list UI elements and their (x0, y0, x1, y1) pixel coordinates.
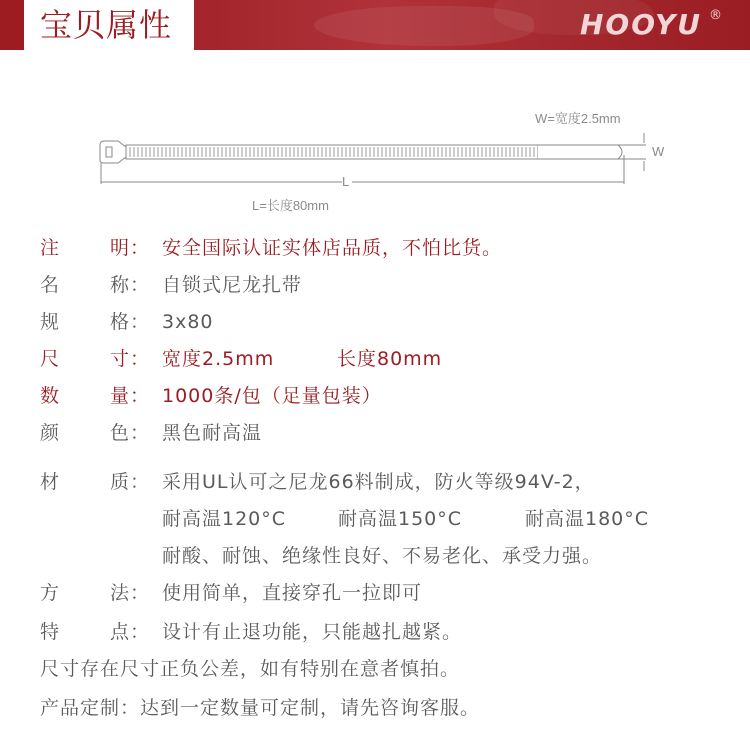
spec-label: 格： (110, 311, 151, 333)
length-dimension-label: L=长度80mm (252, 198, 329, 213)
spec-value: 安全国际认证实体店品质，不怕比货。 (162, 237, 503, 259)
spec-label: 名 (40, 274, 61, 296)
spec-value: 宽度2.5mm (162, 348, 275, 370)
brand-logo: HOOYU (579, 8, 702, 41)
spec-label: 称： (110, 274, 151, 296)
spec-label: 方 (40, 582, 61, 604)
cable-tie-icon (0, 100, 750, 220)
spec-label: 颜 (40, 422, 61, 444)
spec-label: 质： (110, 471, 151, 493)
spec-label: 材 (40, 471, 61, 493)
spec-value: 使用简单，直接穿孔一拉即可 (162, 582, 423, 604)
cable-tie-diagram (0, 100, 750, 220)
spec-value: 耐高温120°C (162, 508, 287, 530)
spec-label: 色： (110, 422, 151, 444)
spec-label: 量： (110, 385, 151, 407)
spec-value: 黑色耐高温 (162, 422, 263, 444)
spec-value: 长度80mm (337, 348, 443, 370)
spec-note: 尺寸存在尺寸正负公差，如有特别在意者慎拍。 (40, 658, 461, 680)
spec-label: 数 (40, 385, 61, 407)
spec-label: 法： (110, 582, 151, 604)
spec-value: 1000条/包（足量包装） (162, 385, 382, 407)
length-marker: L (342, 174, 350, 189)
spec-label: 注 (40, 237, 61, 259)
header-banner (0, 0, 750, 50)
spec-value: 采用UL认可之尼龙66料制成，防火等级94V-2， (162, 471, 595, 493)
spec-label: 寸： (110, 348, 151, 370)
spec-value: 耐高温180°C (525, 508, 650, 530)
spec-label: 尺 (40, 348, 61, 370)
header-accent-block (0, 0, 24, 50)
spec-label: 明： (110, 237, 151, 259)
page-title: 宝贝属性 (40, 6, 173, 44)
spec-value: 耐酸、耐蚀、绝缘性良好、不易老化、承受力强。 (162, 545, 603, 567)
spec-value: 耐高温150°C (338, 508, 463, 530)
spec-value: 3x80 (162, 311, 214, 333)
spec-note: 产品定制：达到一定数量可定制，请先咨询客服。 (40, 697, 481, 719)
registered-mark: ® (709, 8, 722, 23)
spec-label: 规 (40, 311, 61, 333)
spec-value: 设计有止退功能，只能越扎越紧。 (162, 621, 463, 643)
width-dimension-label: W=宽度2.5mm (535, 111, 621, 126)
spec-label: 特 (40, 621, 61, 643)
width-marker: W (652, 144, 665, 159)
spec-label: 点： (110, 621, 151, 643)
spec-value: 自锁式尼龙扎带 (162, 274, 303, 296)
